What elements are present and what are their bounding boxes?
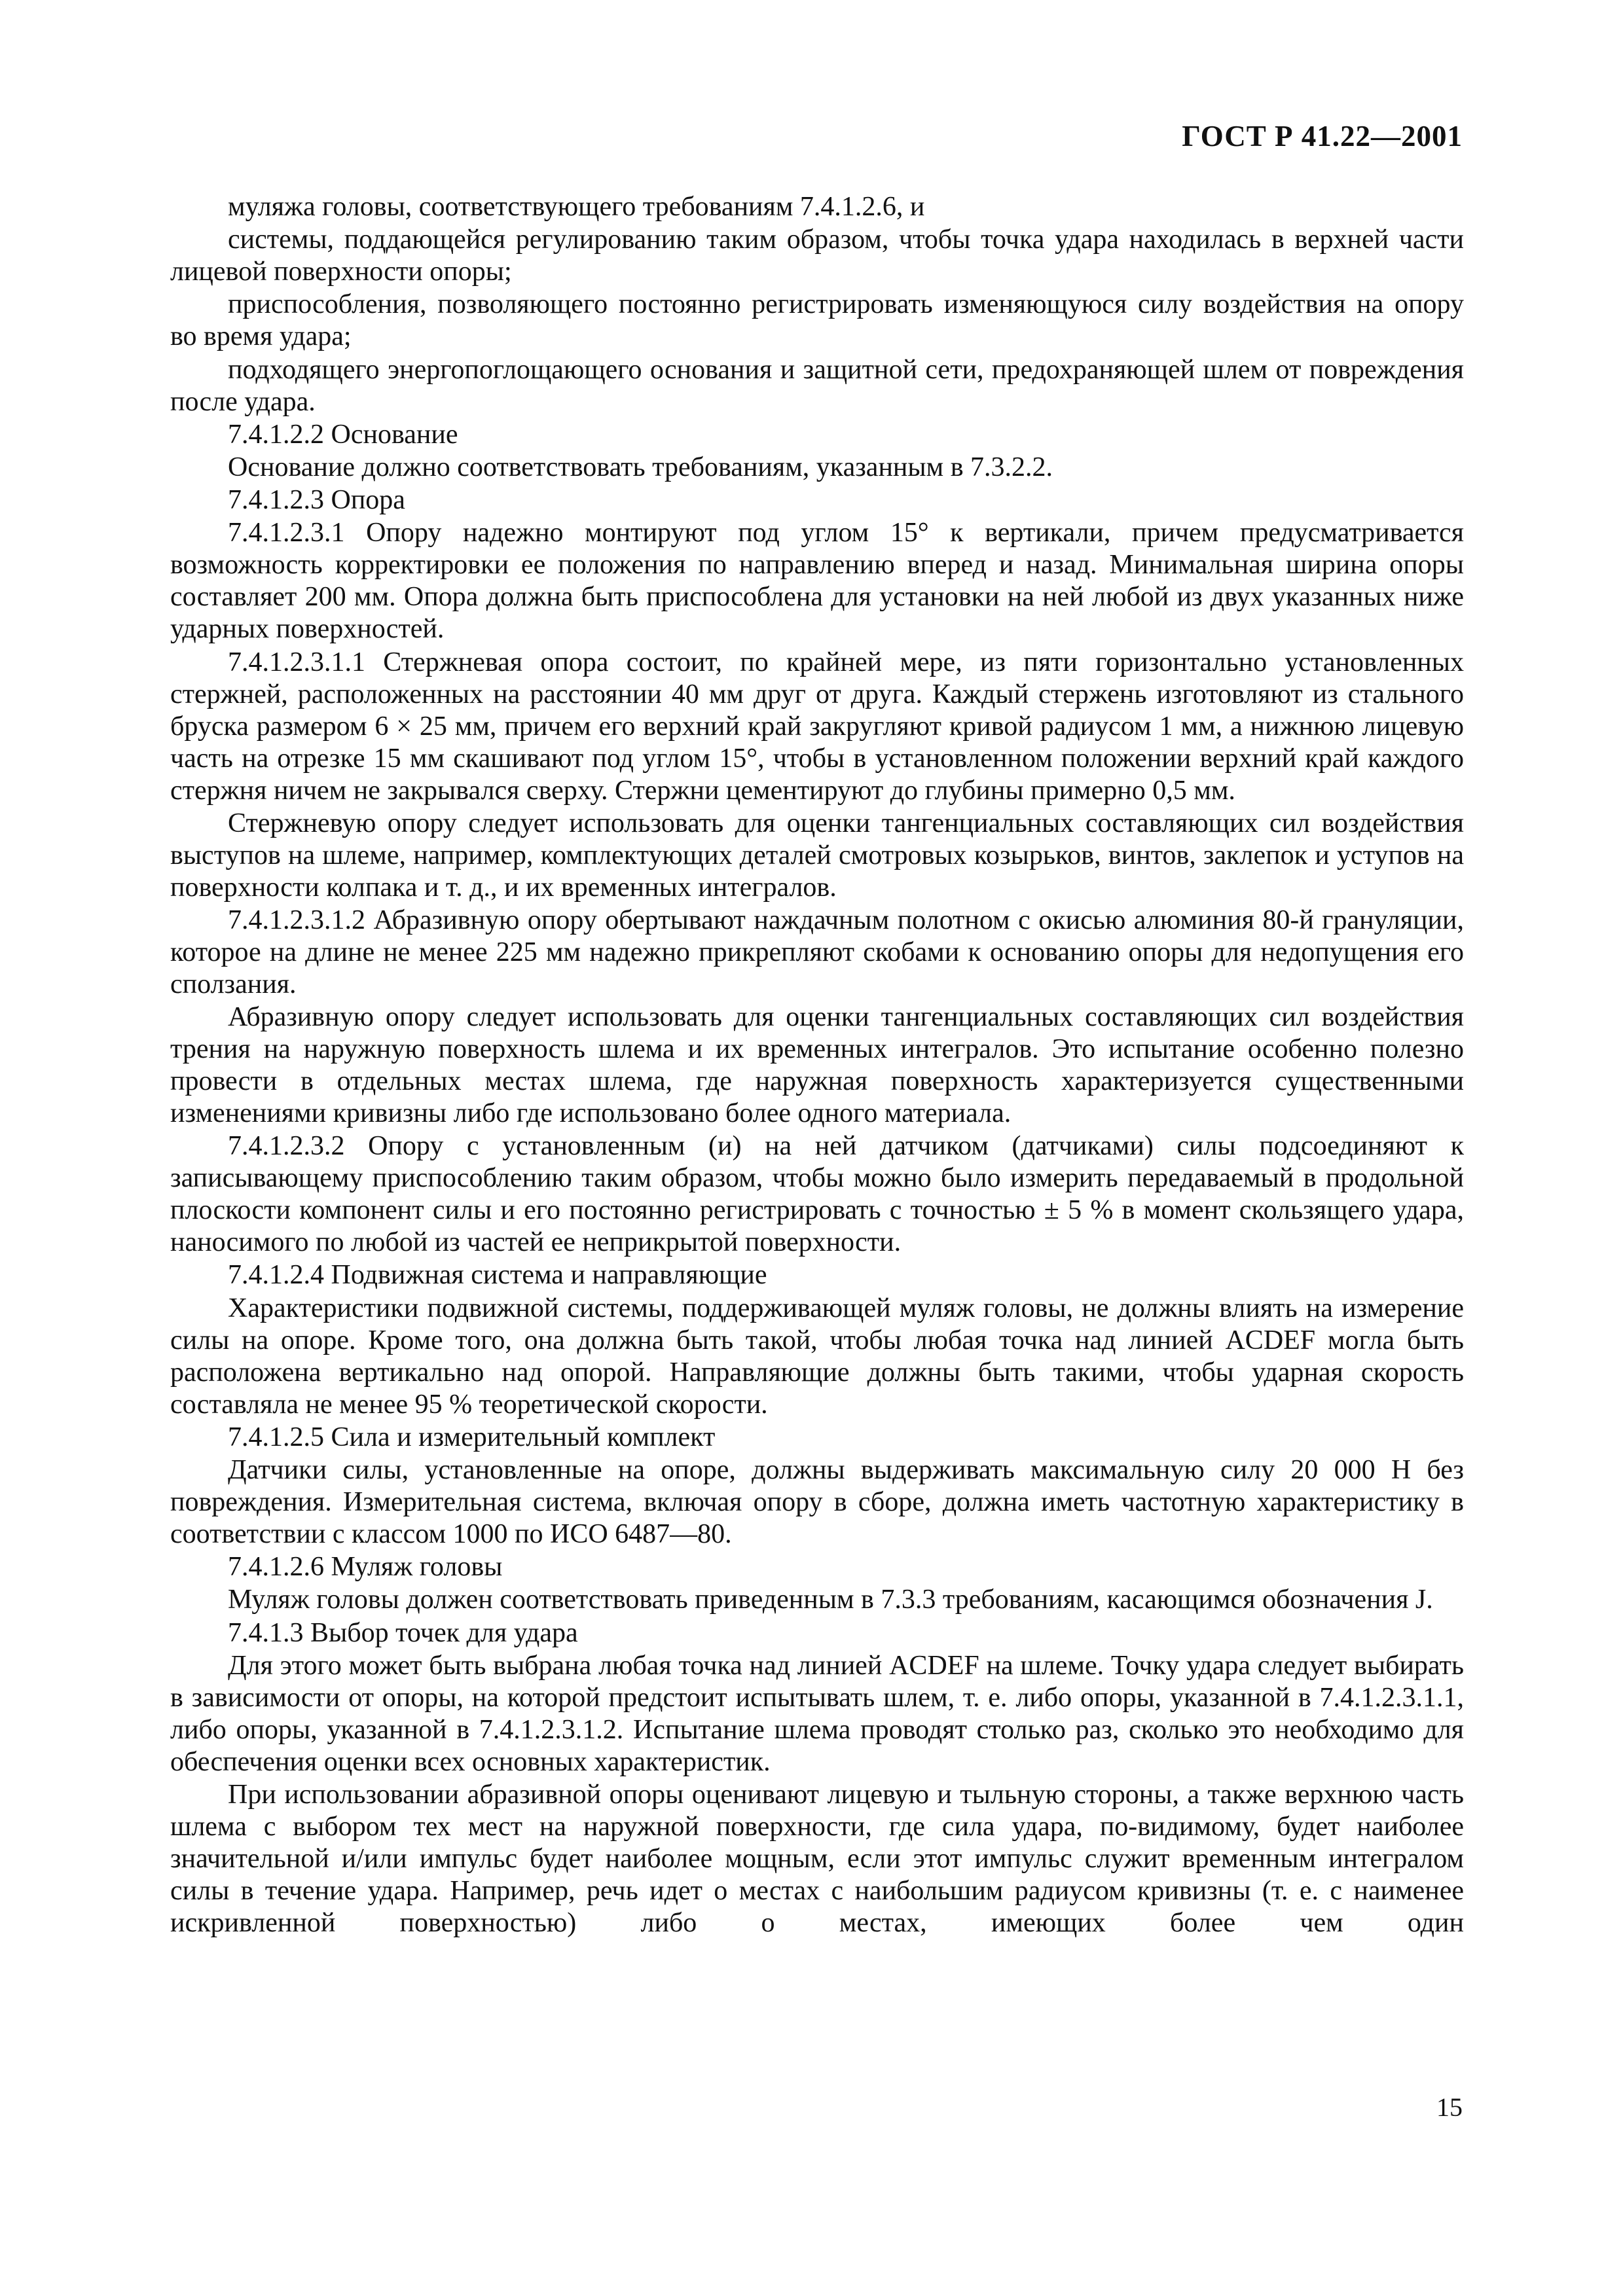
paragraph: 7.4.1.2.3.1.1 Стержневая опора состоит, по крайней мере, из пяти горизонтально установленных стержней, расположенных на расстоянии 40 мм друг от друга. Каждый стержень изготовляют из стального бруска размером 6 × 25 мм, причем его верхний край закругляют кривой радиусом 1 мм, а нижнюю лицевую часть на отрезке 15 мм скашивают под углом 15°, чтобы в установленном положении верхний край каждого стержня ничем не закрывался сверху. Стержни цементируют до глубины примерно 0,5 мм. [170, 647, 1464, 806]
section-heading: 7.4.1.2.2 Основание [228, 419, 458, 450]
section-heading: 7.4.1.3 Выбор точек для удара [228, 1617, 578, 1648]
paragraph: Датчики силы, установленные на опоре, должны выдерживать максимальную силу 20 000 Н без повреждения. Измерительная система, включая опору в сборе, должна иметь частотную характеристику в соответствии с классом 1000 по ИСО 6487—80. [170, 1455, 1464, 1549]
paragraph: Абразивную опору следует использовать для оценки тангенциальных составляющих сил воздействия трения на наружную поверхность шлема и их временных интегралов. Это испытание особенно полезно провести в отдельных местах шлема, где наружная поверхность характеризуется существенными изменениями кривизны либо где использовано более одного материала. [170, 1002, 1464, 1129]
paragraph: муляжа головы, соответствующего требованиям 7.4.1.2.6, и [228, 192, 925, 222]
paragraph: Для этого может быть выбрана любая точка над линией ACDEF на шлеме. Точку удара следует выбирать в зависимости от опоры, на которой предстоит испытывать шлем, т. е. либо опоры, указанной в 7.4.1.2.3.1.1, либо опоры, указанной в 7.4.1.2.3.1.2. Испытание шлема проводят столько раз, сколько это необходимо для обеспечения оценки всех основных характеристик. [170, 1650, 1464, 1777]
section-heading: 7.4.1.2.3 Опора [228, 485, 405, 516]
paragraph: При использовании абразивной опоры оценивают лицевую и тыльную стороны, а также верхнюю часть шлема с выбором тех мест на наружной поверхности, где сила удара, по-видимому, будет наиболее значительной и/или импульс будет наиболее мощным, если этот импульс служит временным интегралом силы в течение удара. Например, речь идет о местах с наибольшим радиусом кривизны (т. е. с наименее искривленной поверхностью) либо о местах, имеющих более чем один [170, 1779, 1464, 1938]
page-number: 15 [1436, 2092, 1463, 2122]
paragraph: 7.4.1.2.3.2 Опору с установленным (и) на ней датчиком (датчиками) силы подсоединяют к записывающему приспособлению таким образом, чтобы можно было измерить передаваемый в продольной плоскости компонент силы и его постоянно регистрировать с точностью ± 5 % в момент скользящего удара, наносимого по любой из частей ее неприкрытой поверхности. [170, 1131, 1464, 1258]
paragraph: Стержневую опору следует использовать для оценки тангенциальных составляющих сил воздействия выступов на шлеме, например, комплектующих деталей смотровых козырьков, винтов, заклепок и уступов на поверхности колпака и т. д., и их временных интегралов. [170, 808, 1464, 903]
paragraph: Характеристики подвижной системы, поддерживающей муляж головы, не должны влиять на измерение силы на опоре. Кроме того, она должна быть такой, чтобы любая точка над линией ACDEF могла быть расположена вертикально над опорой. Направляющие должны быть такими, чтобы ударная скорость составляла не менее 95 % теоретической скорости. [170, 1293, 1464, 1420]
paragraph: 7.4.1.2.3.1 Опору надежно монтируют под углом 15° к вертикали, причем предусматривается возможность корректировки ее положения по направлению вперед и назад. Минимальная ширина опоры составляет 200 мм. Опора должна быть приспособлена для установки на ней любой из двух указанных ниже ударных поверхностей. [170, 518, 1464, 645]
paragraph: приспособления, позволяющего постоянно регистрировать изменяющуюся силу воздействия на опору во время удара; [170, 289, 1464, 352]
section-heading: 7.4.1.2.4 Подвижная система и направляющие [228, 1260, 767, 1291]
paragraph: 7.4.1.2.3.1.2 Абразивную опору обертывают наждачным полотном с окисью алюминия 80-й грануляции, которое на длине не менее 225 мм надежно прикрепляют скобами к основанию опоры для недопущения его сползания. [170, 905, 1464, 999]
paragraph: подходящего энергопоглощающего основания и защитной сети, предохраняющей шлем от повреждения после удара. [170, 354, 1464, 417]
paragraph: Муляж головы должен соответствовать приведенным в 7.3.3 требованиям, касающимся обозначения J. [228, 1585, 1433, 1615]
paragraph: системы, поддающейся регулированию таким образом, чтобы точка удара находилась в верхней части лицевой поверхности опоры; [170, 224, 1464, 287]
section-heading: 7.4.1.2.6 Муляж головы [228, 1552, 503, 1583]
document-body [170, 191, 1464, 1940]
standard-code-header: ГОСТ Р 41.22—2001 [1182, 120, 1463, 152]
paragraph: Основание должно соответствовать требованиям, указанным в 7.3.2.2. [228, 452, 1053, 482]
section-heading: 7.4.1.2.5 Сила и измерительный комплект [228, 1422, 716, 1452]
